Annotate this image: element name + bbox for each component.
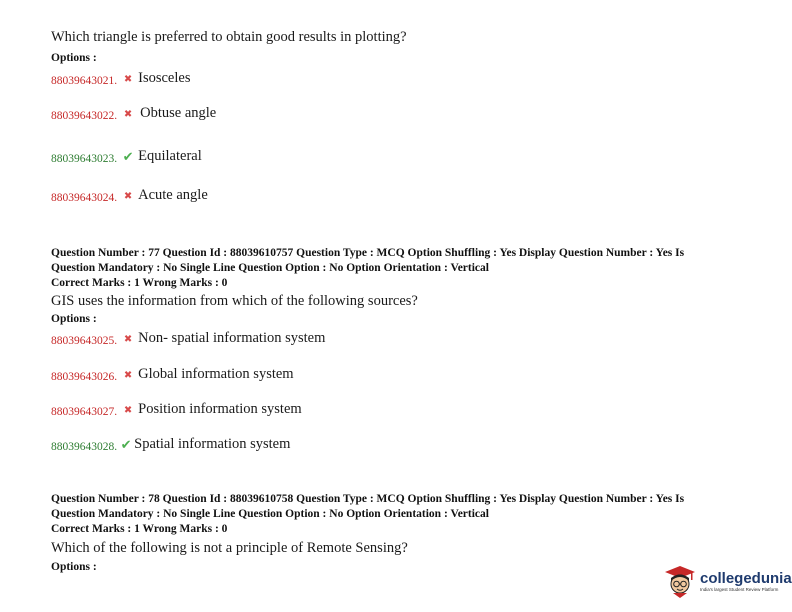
option-row (51, 148, 202, 165)
question-marks: Correct Marks : 1 Wrong Marks : 0 (51, 523, 228, 535)
logo-wordmark: collegedunia (700, 570, 792, 588)
question-meta (51, 246, 684, 291)
cross-icon: ✖ (123, 334, 133, 345)
check-icon: ✔ (122, 150, 134, 165)
option-row (51, 436, 290, 453)
option-row (51, 330, 325, 347)
cross-icon: ✖ (123, 405, 133, 416)
question-meta-line: Question Number : 78 Question Id : 88039610758 Question Type : MCQ Option Shuffling : Yes Display Question Number : Yes Is (51, 493, 685, 505)
question-marks: Correct Marks : 1 Wrong Marks : 0 (51, 277, 228, 289)
collegedunia-logo (664, 565, 792, 599)
option-row (51, 187, 208, 204)
options-heading: Options : (51, 561, 97, 573)
option-row (51, 401, 302, 418)
option-label: Equilateral (138, 148, 202, 164)
options-heading: Options : (51, 313, 97, 325)
option-id: 88039643021. (51, 75, 118, 87)
option-id: 88039643023. (51, 153, 118, 165)
option-id: 88039643025. (51, 335, 118, 347)
option-label: Spatial information system (134, 436, 291, 452)
option-row (51, 366, 294, 383)
option-row (51, 70, 190, 87)
cross-icon: ✖ (123, 109, 133, 120)
option-label: Position information system (138, 401, 302, 417)
question-meta-line: Question Mandatory : No Single Line Question Option : No Option Orientation : Vertical (51, 262, 489, 274)
option-id: 88039643022. (51, 110, 118, 122)
options-heading: Options : (51, 52, 97, 64)
question-text: Which triangle is preferred to obtain good results in plotting? (51, 29, 407, 45)
question-meta-line: Question Number : 77 Question Id : 88039610757 Question Type : MCQ Option Shuffling : Yes Display Question Number : Yes Is (51, 247, 685, 259)
logo-tagline: India's largest Student Review Platform (700, 587, 779, 593)
option-label: Isosceles (138, 70, 191, 86)
question-text: GIS uses the information from which of the following sources? (51, 293, 418, 309)
option-id: 88039643026. (51, 371, 118, 383)
check-icon: ✔ (120, 438, 132, 453)
question-meta (51, 492, 684, 537)
question-meta-line: Question Mandatory : No Single Line Question Option : No Option Orientation : Vertical (51, 508, 489, 520)
cross-icon: ✖ (123, 74, 133, 85)
option-id: 88039643024. (51, 192, 118, 204)
option-id: 88039643028. (51, 441, 118, 453)
question-text: Which of the following is not a principle of Remote Sensing? (51, 540, 408, 556)
option-label: Non- spatial information system (138, 330, 326, 346)
option-label: Global information system (138, 366, 294, 382)
option-id: 88039643027. (51, 406, 118, 418)
graduate-mascot-icon (664, 565, 696, 599)
cross-icon: ✖ (123, 191, 133, 202)
option-row (51, 105, 216, 122)
option-label: Acute angle (138, 187, 208, 203)
option-label: Obtuse angle (140, 105, 217, 121)
cross-icon: ✖ (123, 370, 133, 381)
